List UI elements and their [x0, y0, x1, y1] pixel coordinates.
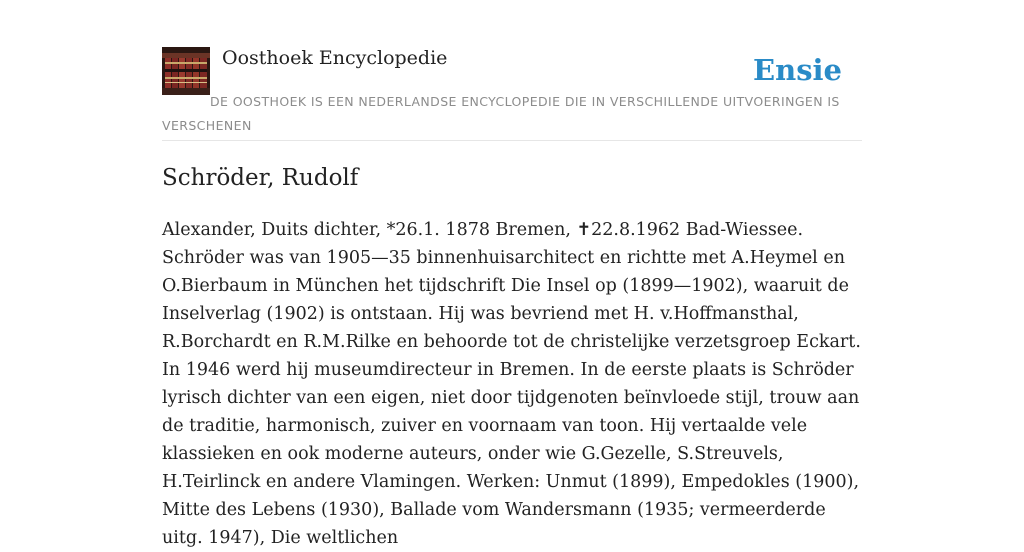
brand-logo[interactable]: Ensie: [753, 53, 842, 87]
site-tagline: DE OOSTHOEK IS EEN NEDERLANDSE ENCYCLOPEDIE DIE IN VERSCHILLENDE UITVOERINGEN IS VERSCHENEN: [162, 94, 840, 133]
article-title: Schröder, Rudolf: [162, 165, 359, 191]
encyclopedia-books-icon[interactable]: [162, 47, 210, 95]
article-body: Alexander, Duits dichter, *26.1. 1878 Bremen, ✝22.8.1962 Bad-Wiessee. Schröder was van 1905—35 binnenhuisarchitect en richtte met A.Heymel en O.Bierbaum in München het tijdschrift Die Insel op (1899—1902), waaruit de Inselverlag (1902) is ontstaan. Hij was bevriend met H. v.Hoffmansthal, R.Borchardt en R.M.Rilke en behoorde tot de christelijke verzetsgroep Eckart. In 1946 werd hij museumdirecteur in Bremen. In de eerste plaats is Schröder lyrisch dichter van een eigen, niet door tijdgenoten beïnvloede stijl, trouw aan de traditie, harmonisch, zuiver en voornaam van toon. Hij vertaalde vele klassieken en ook moderne auteurs, onder wie G.Gezelle, S.Streuvels, H.Teirlinck en andere Vlamingen. Werken: Unmut (1899), Empedokles (1900), Mitte des Lebens (1930), Ballade vom Wandersmann (1935; vermeerderde uitg. 1947), Die weltlichen: [162, 220, 861, 548]
site-header: [162, 46, 862, 141]
site-title[interactable]: Oosthoek Encyclopedie: [222, 47, 448, 69]
